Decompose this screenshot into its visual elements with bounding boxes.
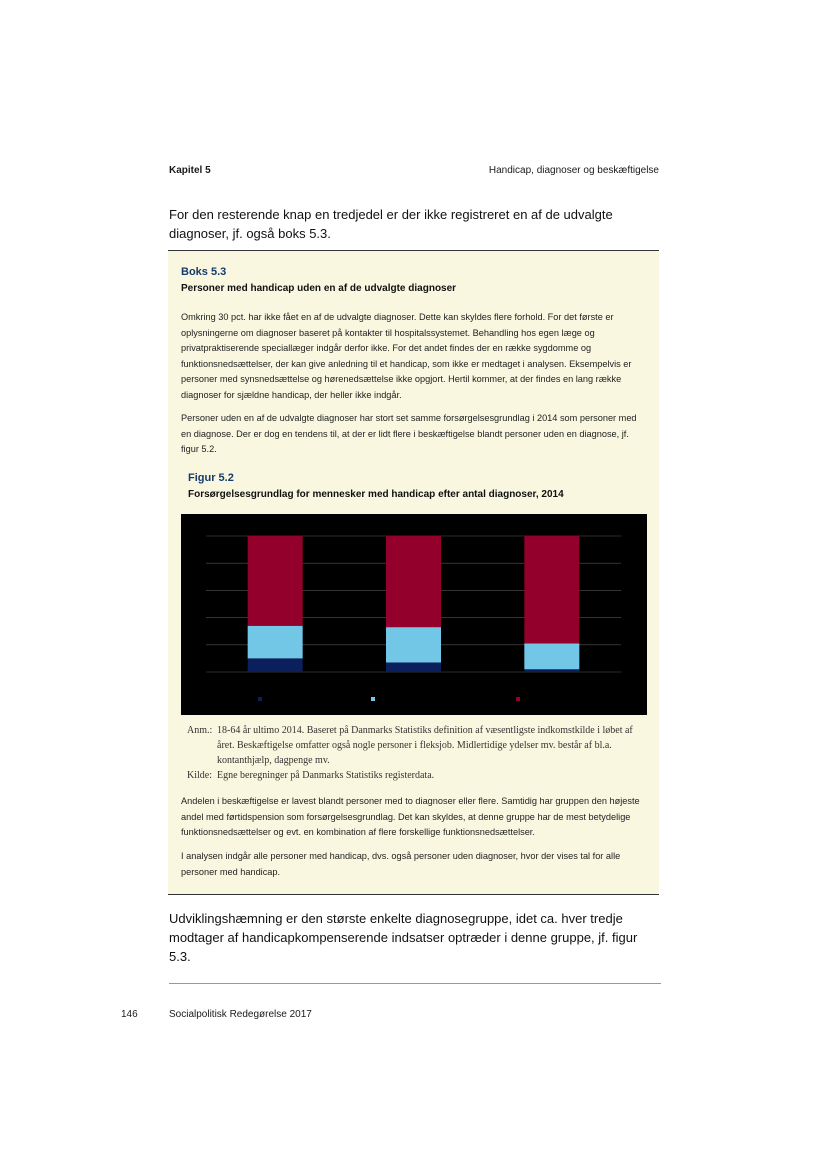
figure-notes bbox=[187, 723, 647, 783]
chart-svg bbox=[181, 514, 647, 715]
box-paragraph-1: Omkring 30 pct. har ikke fået en af de udvalgte diagnoser. Dette kan skyldes flere forhold. For det første er oplysningerne om diagnoser baseret på kontakter til hospitalssystemet. Behandling hos egen læge og privatpraktiserende speciallæger indgår derfor ikke. For det andet findes der en række sygdomme og funktionsnedsættelser, der kan give anledning til et handicap, som ikke er medtaget i analysen. Eksempelvis er personer med synsnedsættelse og hørenedsættelse ikke opgjort. Hertil kommer, at der findes en lang række diagnoser for sjældne handicap, der heller ikke indgår. bbox=[181, 312, 632, 400]
note-anm-key: Anm.: bbox=[187, 725, 213, 736]
box-paragraph-3: Andelen i beskæftigelse er lavest blandt personer med to diagnoser eller flere. Samtidig har gruppen den højeste andel med førtidspension som forsørgelsesgrundlag. Det kan skyldes, at denne gruppe har de mest betydelige funktionsnedsættelser og evt. en kombination af flere forskellige funktionsnedsættelser. bbox=[181, 796, 640, 838]
info-box bbox=[168, 250, 659, 895]
section-title: Handicap, diagnoser og beskæftigelse bbox=[488, 165, 659, 176]
box-paragraph-4: I analysen indgår alle personer med handicap, dvs. også personer uden diagnoser, hvor der vises tal for alle personer med handicap. bbox=[181, 851, 621, 877]
closing-paragraph: Udviklingshæmning er den største enkelte diagnosegruppe, idet ca. hver tredje modtager af handicapkompenserende indsatser optræder i denne gruppe, jf. figur 5.3. bbox=[169, 911, 638, 964]
figure-label: Figur 5.2 bbox=[188, 472, 234, 484]
legend-marker-series-3 bbox=[516, 697, 520, 701]
note-kilde-text: Egne beregninger på Danmarks Statistiks registerdata. bbox=[217, 770, 435, 781]
note-anm-text: 18-64 år ultimo 2014. Baseret på Danmarks Statistiks definition af væsentligste indkomstkilde i løbet af året. Beskæftigelse omfatter også nogle personer i fleksjob. Midlertidige ydelser mv. består af bl.a. kontanthjælp, dagpenge mv. bbox=[217, 725, 633, 766]
bar-segment-1-series-1 bbox=[248, 658, 303, 672]
chapter-label: Kapitel 5 bbox=[169, 165, 211, 176]
figure-title: Forsørgelsesgrundlag for mennesker med handicap efter antal diagnoser, 2014 bbox=[188, 489, 564, 500]
intro-paragraph: For den resterende knap en tredjedel er der ikke registreret en af de udvalgte diagnoser, jf. også boks 5.3. bbox=[169, 207, 613, 241]
footer-divider bbox=[169, 983, 661, 984]
bar-segment-3-series-1 bbox=[524, 669, 579, 672]
box-paragraph-2: Personer uden en af de udvalgte diagnoser har stort set samme forsørgelsesgrundlag i 2014 som personer med en diagnose. Der er dog en tendens til, at der er lidt flere i beskæftigelse blandt personer uden en diagnose, jf. figur 5.2. bbox=[181, 413, 637, 455]
box-label: Boks 5.3 bbox=[181, 266, 227, 278]
box-title: Personer med handicap uden en af de udvalgte diagnoser bbox=[181, 283, 457, 294]
publication-title: Socialpolitisk Redegørelse 2017 bbox=[169, 1009, 312, 1020]
bar-segment-1-series-2 bbox=[248, 626, 303, 659]
bar-segment-2-series-1 bbox=[386, 662, 441, 672]
note-kilde bbox=[187, 768, 647, 783]
legend-marker-series-1 bbox=[258, 697, 262, 701]
chart bbox=[181, 514, 647, 715]
legend-marker-series-2 bbox=[371, 697, 375, 701]
bar-segment-3-series-2 bbox=[524, 643, 579, 669]
bar-segment-1-series-3 bbox=[248, 536, 303, 626]
note-anm bbox=[187, 723, 647, 768]
page-number: 146 bbox=[121, 1009, 138, 1020]
note-kilde-key: Kilde: bbox=[187, 770, 212, 781]
bar-segment-3-series-3 bbox=[524, 536, 579, 643]
bar-segment-2-series-3 bbox=[386, 536, 441, 627]
bar-segment-2-series-2 bbox=[386, 627, 441, 662]
